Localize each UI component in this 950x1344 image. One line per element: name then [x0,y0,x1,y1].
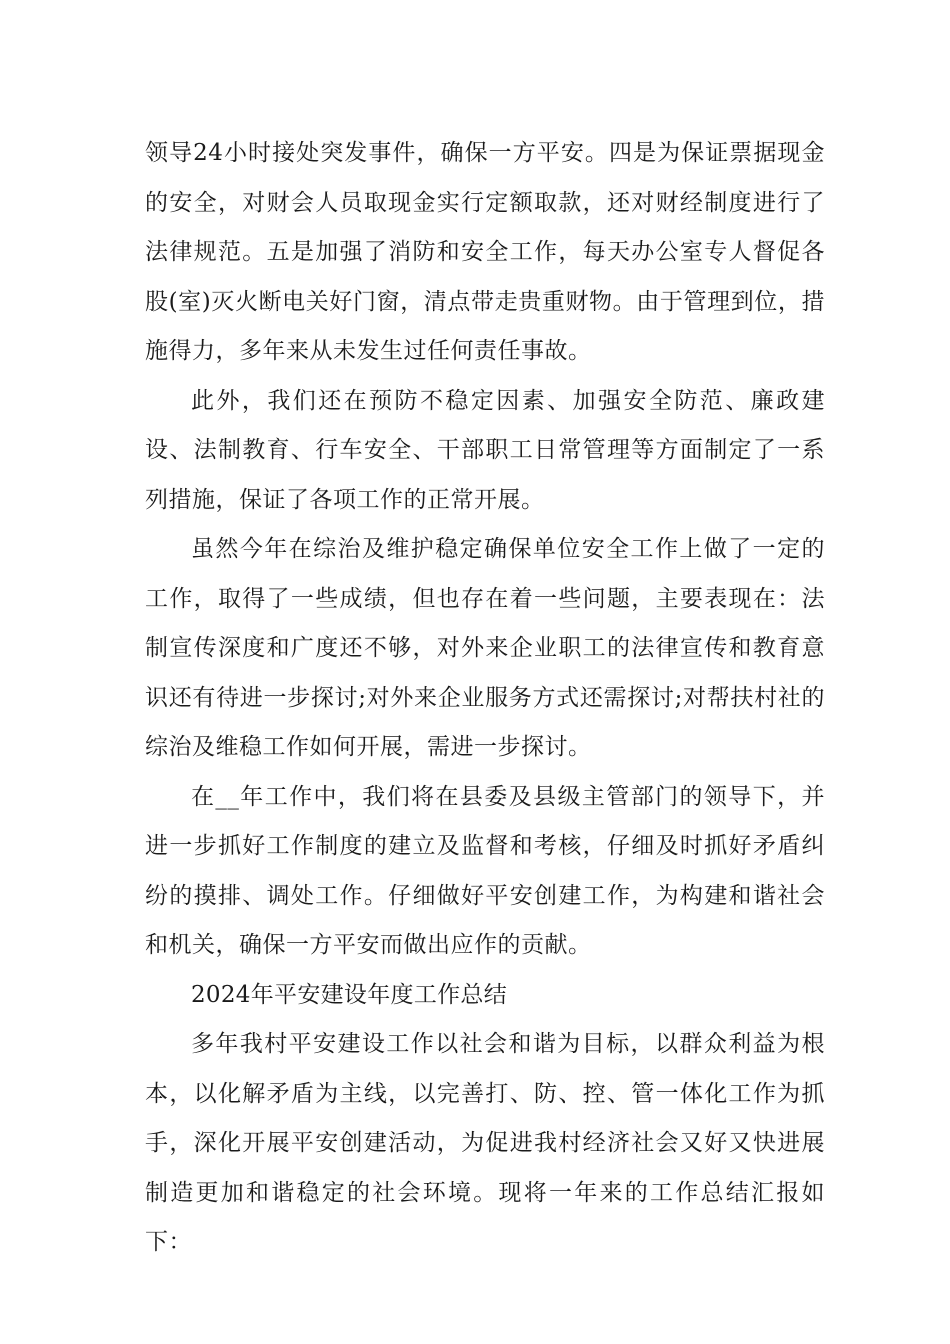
intro-paragraph: 多年我村平安建设工作以社会和谐为目标，以群众利益为根本，以化解矛盾为主线，以完善打、防、控、管一体化工作为抓手，深化开展平安创建活动，为促进我村经济社会又好又快进展制造更加和谐稳定的社会环境。现将一年来的工作总结汇报如下： [145,1031,825,1255]
paragraph-2: 此外，我们还在预防不稳定因素、加强安全防范、廉政建设、法制教育、行车安全、干部职工日常管理等方面制定了一系列措施，保证了各项工作的正常开展。 [145,387,825,513]
document-body [145,129,825,1268]
paragraph-3: 虽然今年在综治及维护稳定确保单位安全工作上做了一定的工作，取得了一些成绩，但也存在着一些问题，主要表现在：法制宣传深度和广度还不够，对外来企业职工的法律宣传和教育意识还有待进一步探讨;对外来企业服务方式还需探讨;对帮扶村社的综治及维稳工作如何开展，需进一步探讨。 [145,536,825,760]
section-title: 2024年平安建设年度工作总结 [191,981,508,1008]
paragraph-4: 在__年工作中，我们将在县委及县级主管部门的领导下，并进一步抓好工作制度的建立及监督和考核，仔细及时抓好矛盾纠纷的摸排、调处工作。仔细做好平安创建工作，为构建和谐社会和机关，确保一方平安而做出应作的贡献。 [145,783,825,958]
paragraph-1: 领导24小时接处突发事件，确保一方平安。四是为保证票据现金的安全，对财会人员取现金实行定额取款，还对财经制度进行了法律规范。五是加强了消防和安全工作，每天办公室专人督促各股(室)灭火断电关好门窗，清点带走贵重财物。由于管理到位，措施得力，多年来从未发生过任何责任事故。 [145,140,825,364]
